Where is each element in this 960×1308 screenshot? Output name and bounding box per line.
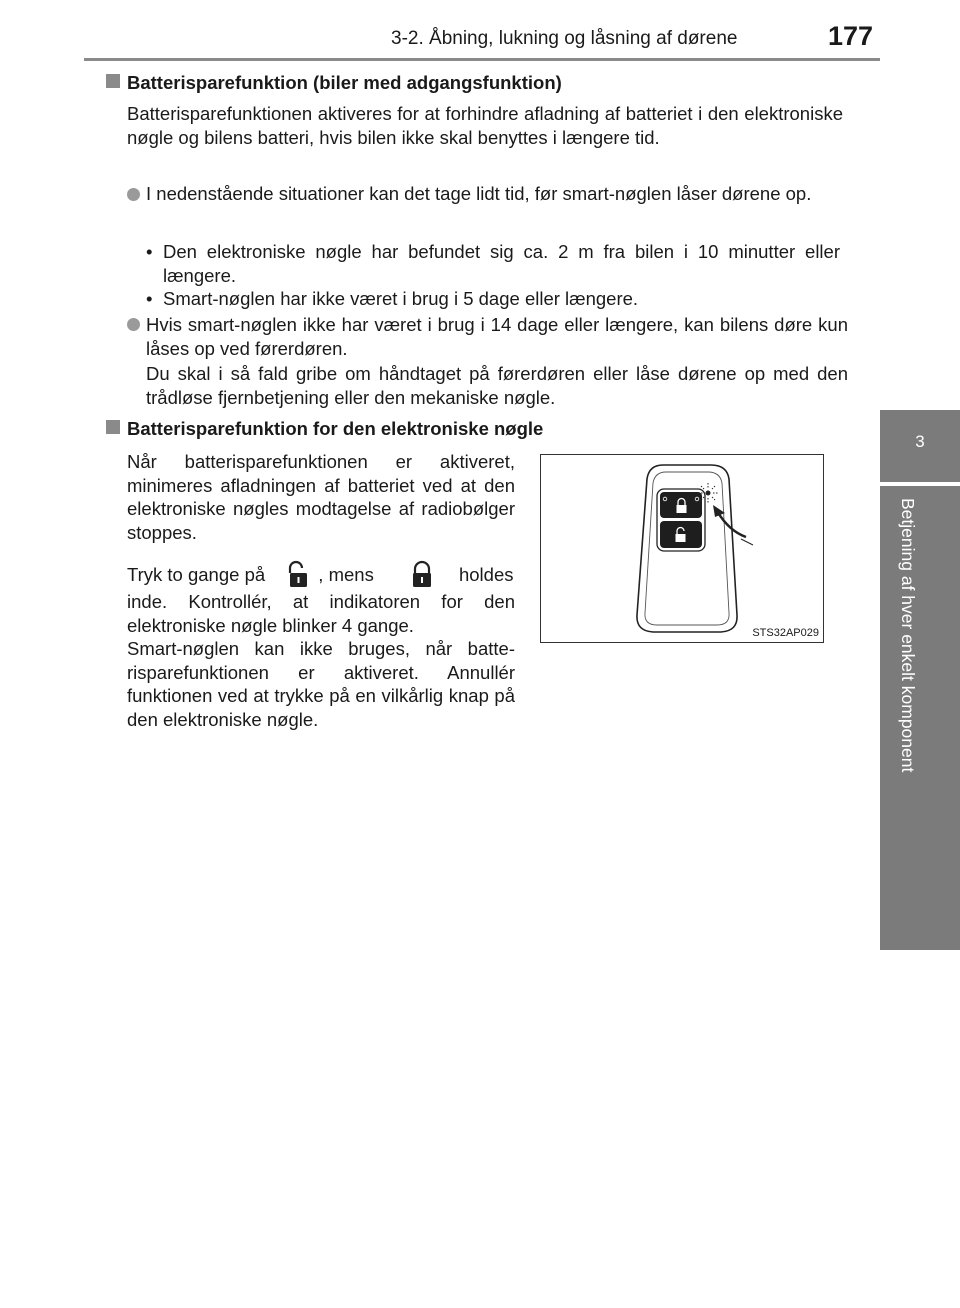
side-tab-divider — [880, 482, 960, 486]
header-rule — [84, 58, 880, 61]
key-illustration — [540, 454, 824, 643]
chapter-number: 3 — [915, 432, 925, 451]
electronic-key-drawing — [541, 455, 823, 642]
section1-point1: I nedenstående situationer kan det tage lidt tid, før smart-nøglen låser dørene op. — [146, 183, 812, 204]
circle-bullet-icon — [127, 318, 140, 331]
sub-bullet-2: Smart-nøglen har ikke været i brug i 5 dage eller længere. — [163, 288, 639, 309]
section2-para3: Smart-nøglen kan ikke bruges, når batte-risparefunktionen er aktiveret. Annullér funktionen ved at trykke på en vilkårlig knap på den elektroniske nøgle. — [127, 638, 515, 730]
para2-prefix: Tryk to gange på — [127, 564, 266, 585]
chapter-label: Betjening af hver enkelt komponent — [898, 498, 919, 773]
circle-bullet-icon — [127, 188, 140, 201]
section2-heading — [106, 418, 543, 440]
sub-bullet-marker: • — [146, 241, 153, 262]
square-bullet-icon — [106, 420, 120, 434]
square-bullet-icon — [106, 74, 120, 88]
figure-code: STS32AP029 — [752, 627, 819, 639]
sub-bullet-1: Den elektroniske nøgle har befundet sig ca. 2 m fra bilen i 10 minutter eller længere. — [163, 241, 840, 286]
section2-title: Batterisparefunktion for den elektroniske nøgle — [127, 418, 544, 439]
para2-middle: , mens — [318, 564, 374, 585]
page-number: 177 — [828, 21, 874, 51]
unlock-icon — [284, 560, 314, 590]
section1-point2a: Hvis smart-nøglen ikke har været i brug i 14 dage eller længere, kan bilens døre kun låses op ved førerdøren. — [146, 314, 848, 359]
section2-para1: Når batterisparefunktionen er aktiveret, minimeres afladningen af batteriet ved at den elektroniske nøgles modtagelse af radiobølger stoppes. — [127, 451, 515, 543]
lock-icon — [409, 560, 435, 590]
section1-point2b: Du skal i så fald gribe om håndtaget på førerdøren eller låse dørene op med den trådløse fjernbetjening eller den mekaniske nøgle. — [146, 363, 848, 408]
section2-para2-line1 — [127, 560, 515, 590]
section1-heading — [106, 72, 562, 94]
section1-intro: Batterisparefunktionen aktiveres for at forhindre afladning af batteriet i den elektroniske nøgle og bilens batteri, hvis bilen ikke skal benyttes i længere tid. — [127, 103, 843, 148]
para2-suffix: holdes — [458, 564, 514, 585]
section2-para2-rest: inde. Kontrollér, at indikatoren for den elektroniske nøgle blinker 4 gange. — [127, 591, 515, 636]
section1-title: Batterisparefunktion (biler med adgangsfunktion) — [127, 72, 562, 93]
sub-bullet-marker: • — [146, 288, 153, 309]
chapter-number-box — [880, 410, 960, 482]
header-section-title: 3-2. Åbning, lukning og låsning af dørene — [391, 28, 738, 49]
